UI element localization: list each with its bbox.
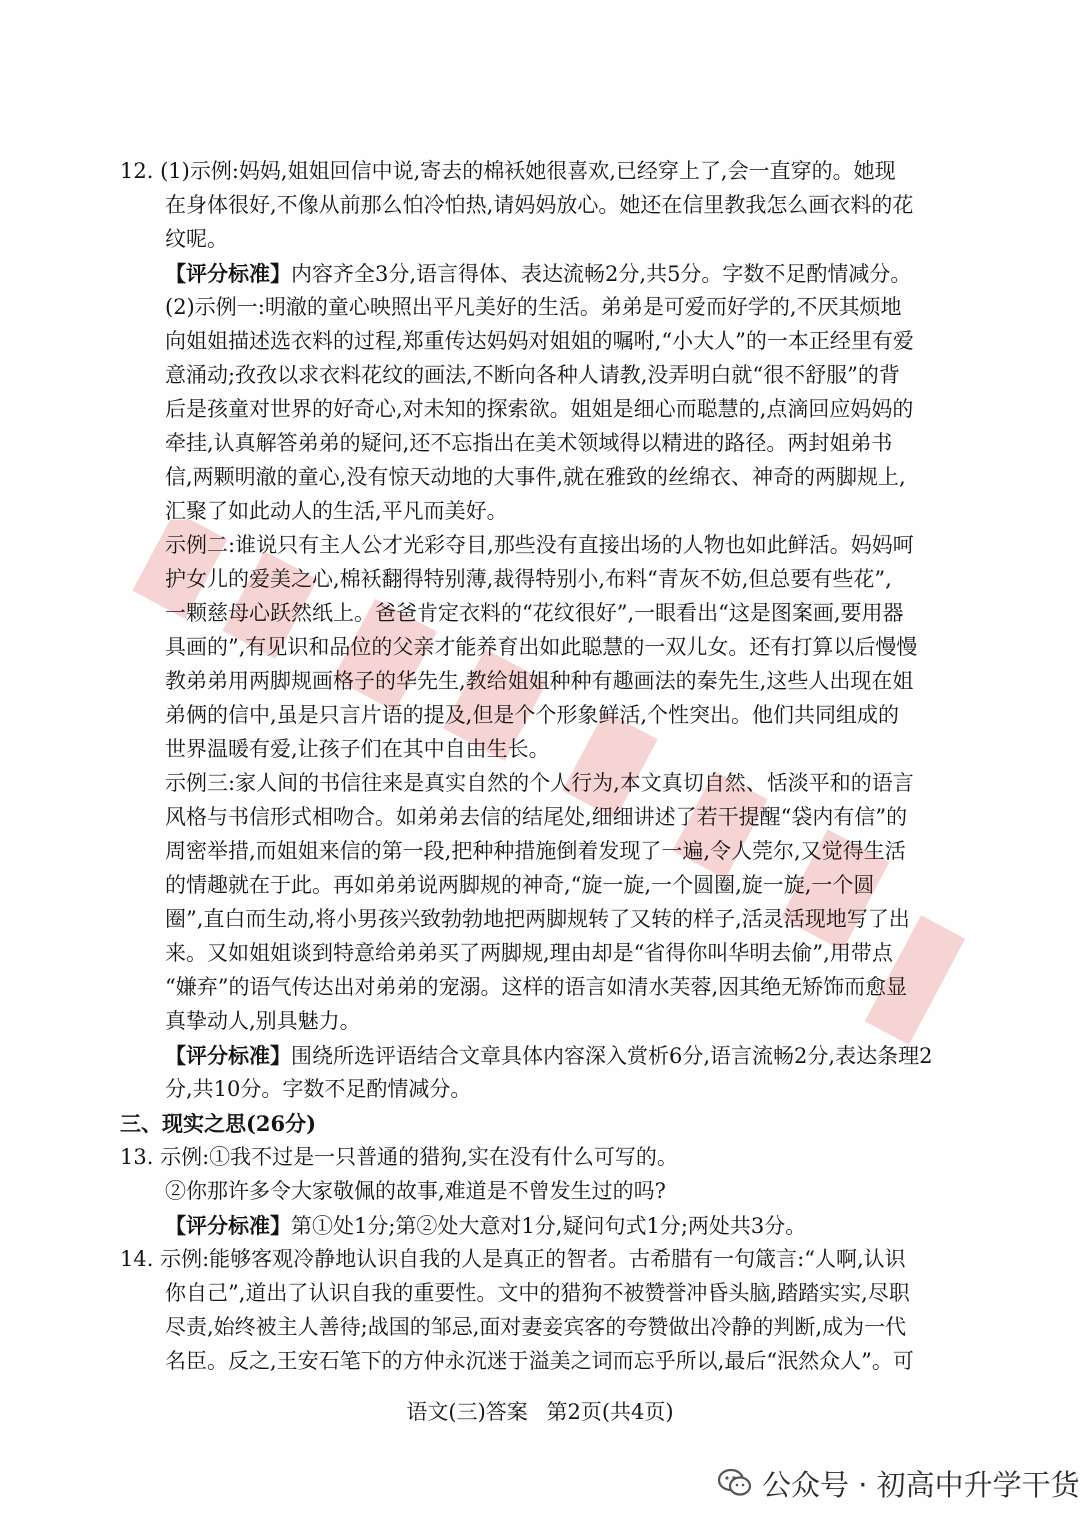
- q12-p2-line: 意涌动;孜孜以求衣料花纹的画法,不断向各种人请教,没弄明白就“很不舒服”的背: [165, 363, 900, 387]
- page-footer: [0, 1396, 1080, 1426]
- q12-ex3-line: 真挚动人,别具魅力。: [165, 1009, 361, 1033]
- q12-p2-line: 汇聚了如此动人的生活,平凡而美好。: [165, 499, 508, 523]
- q13-score: [165, 1215, 806, 1237]
- q12-p2-line: (2)示例一:明澈的童心映照出平凡美好的生活。弟弟是可爱而好学的,不厌其烦地: [165, 295, 902, 319]
- score-text: 围绕所选评语结合文章具体内容深入赏析6分,语言流畅2分,表达条理2: [291, 1044, 933, 1068]
- q12-ex2-line: 具画的”,有见识和品位的父亲才能养育出如此聪慧的一双儿女。还有打算以后慢慢: [165, 635, 918, 659]
- q14-line: 14. 示例:能够客观冷静地认识自我的人是真正的智者。古希腊有一句箴言:“人啊,认识: [120, 1247, 906, 1271]
- score-text: 第①处1分;第②处大意对1分,疑问句式1分;两处共3分。: [291, 1214, 807, 1238]
- q12-ex2-line: 护女儿的爱美之心,棉袄翻得特别薄,裁得特别小,布料“青灰不妨,但总要有些花”,: [165, 567, 892, 591]
- footer-subject: 语文(三)答案: [406, 1400, 528, 1424]
- q12-ex2-line: 教弟弟用两脚规画格子的华先生,教给姐姐种种有趣画法的秦先生,这些人出现在姐: [165, 669, 914, 693]
- q12-ex3-line: 来。又如姐姐谈到特意给弟弟买了两脚规,理由却是“省得你叫华明去偷”,用带点: [165, 941, 893, 965]
- q12-ex3-line: 圈”,直白而生动,将小男孩兴致勃勃地把两脚规转了又转的样子,活灵活现地写了出: [165, 907, 910, 931]
- q13-line-1: 13. 示例:①我不过是一只普通的猎狗,实在没有什么可写的。: [120, 1145, 678, 1169]
- q14-line: 尽责,始终被主人善待;战国的邹忌,面对妻妾宾客的夸赞做出冷静的判断,成为一代: [165, 1315, 907, 1339]
- score-tag: 【评分标准】: [165, 261, 291, 286]
- q12-ex3-line: “嫌弃”的语气传达出对弟弟的宠溺。这样的语言如清水芙蓉,因其绝无矫饰而愈显: [165, 975, 908, 999]
- wechat-label: 公众号 · 初高中升学干货: [762, 1467, 1080, 1502]
- q12-ex3-line: 示例三:家人间的书信往来是真实自然的个人行为,本文真切自然、恬淡平和的语言: [165, 771, 914, 795]
- q14-line: 你自己”,道出了认识自我的重要性。文中的猎狗不被赞誉冲昏头脑,踏踏实实,尽职: [165, 1281, 910, 1305]
- score-tag: 【评分标准】: [165, 1213, 291, 1238]
- q12-ex2-line: 一颗慈母心跃然纸上。爸爸肯定衣料的“花纹很好”,一眼看出“这是图案画,要用器: [165, 601, 904, 625]
- footer-page: 第2页(共4页): [546, 1400, 674, 1424]
- wechat-logo-icon: [718, 1468, 752, 1498]
- q12-p2-line: 信,两颗明澈的童心,没有惊天动地的大事件,就在雅致的丝绵衣、神奇的两脚规上,: [165, 465, 906, 489]
- q12-ex2-line: 弟俩的信中,虽是只言片语的提及,但是个个形象鲜活,个性突出。他们共同组成的: [165, 703, 900, 727]
- q12-score-2-cont: 分,共10分。字数不足酌情减分。: [165, 1077, 472, 1101]
- q12-line-1: 12. (1)示例:妈妈,姐姐回信中说,寄去的棉袄她很喜欢,已经穿上了,会一直穿的。她现: [120, 159, 896, 183]
- wechat-watermark: [718, 1463, 1080, 1503]
- q12-p2-line: 向姐姐描述选衣料的过程,郑重传达妈妈对姐姐的嘱咐,“小大人”的一本正经里有爱: [165, 329, 914, 353]
- q12-ex2-line: 示例二:谁说只有主人公才光彩夺目,那些没有直接出场的人物也如此鲜活。妈妈呵: [165, 533, 914, 557]
- q12-score-1: [165, 263, 911, 285]
- q12-ex2-line: 世界温暖有爱,让孩子们在其中自由生长。: [165, 737, 550, 761]
- q13-line-2: ②你那许多令大家敬佩的故事,难道是不曾发生过的吗?: [165, 1179, 666, 1203]
- q12-ex3-line: 的情趣就在于此。再如弟弟说两脚规的神奇,“旋一旋,一个圆圈,旋一旋,一个圆: [165, 873, 875, 897]
- q14-line: 名臣。反之,王安石笔下的方仲永沉迷于溢美之词而忘乎所以,最后“泯然众人”。可: [165, 1349, 914, 1373]
- score-tag: 【评分标准】: [165, 1043, 291, 1068]
- q12-line-3: 纹呢。: [165, 227, 228, 251]
- section-heading: 三、现实之思(26分): [120, 1111, 317, 1136]
- q12-ex3-line: 周密举措,而姐姐来信的第一段,把种种措施倒着发现了一遍,令人莞尔,又觉得生活: [165, 839, 906, 863]
- q12-p2-line: 牵挂,认真解答弟弟的疑问,还不忘指出在美术领域得以精进的路径。两封姐弟书: [165, 431, 893, 455]
- q12-ex3-line: 风格与书信形式相吻合。如弟弟去信的结尾处,细细讲述了若干提醒“袋内有信”的: [165, 805, 908, 829]
- q12-p2-line: 后是孩童对世界的好奇心,对未知的探索欲。姐姐是细心而聪慧的,点滴回应妈妈的: [165, 397, 914, 421]
- score-text: 内容齐全3分,语言得体、表达流畅2分,共5分。字数不足酌情减分。: [291, 262, 912, 286]
- q12-score-2: [165, 1045, 932, 1067]
- q12-line-2: 在身体很好,不像从前那么怕冷怕热,请妈妈放心。她还在信里教我怎么画衣料的花: [165, 193, 914, 217]
